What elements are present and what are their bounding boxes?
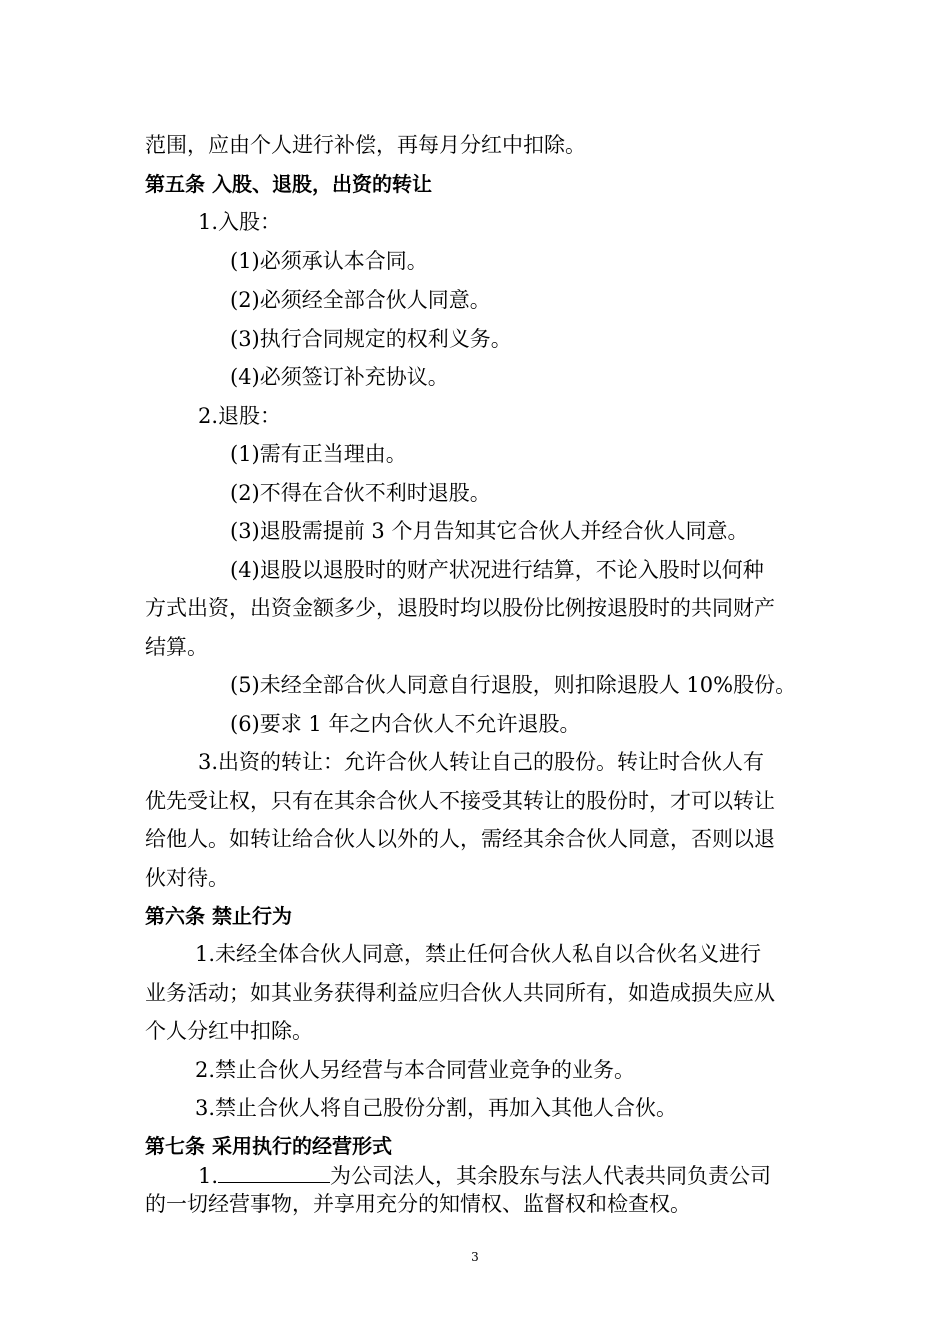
para-line: 结算。 (145, 635, 208, 659)
list-text: 为公司法人，其余股东与法人代表共同负责公司 (330, 1164, 772, 1188)
para-line: 伙对待。 (145, 866, 229, 890)
list-item: 3.出资的转让：允许合伙人转让自己的股份。转让时合伙人有 (198, 750, 765, 774)
list-item: 1.入股： (198, 210, 282, 234)
para-line: 优先受让权，只有在其余合伙人不接受其转让的股份时，才可以转让 (145, 789, 775, 813)
list-item: 2.退股： (198, 404, 282, 428)
list-item: (5)未经全部合伙人同意自行退股，则扣除退股人 10%股份。 (230, 673, 797, 697)
para-line: 范围，应由个人进行补偿，再每月分红中扣除。 (145, 133, 586, 157)
list-item: (4)必须签订补充协议。 (230, 365, 449, 389)
list-item: 3.禁止合伙人将自己股份分割，再加入其他人合伙。 (195, 1096, 678, 1120)
list-item: (2)必须经全部合伙人同意。 (230, 288, 491, 312)
list-item: (3)执行合同规定的权利义务。 (230, 327, 512, 351)
fill-blank (218, 1164, 330, 1183)
list-item: (6)要求 1 年之内合伙人不允许退股。 (230, 712, 581, 736)
list-item: 2.禁止合伙人另经营与本合同营业竞争的业务。 (195, 1058, 636, 1082)
list-item: (4)退股以退股时的财产状况进行结算，不论入股时以何种 (230, 558, 764, 582)
para-line: 方式出资，出资金额多少，退股时均以股份比例按退股时的共同财产 (145, 596, 775, 620)
section-heading-5: 第五条 入股、退股，出资的转让 (145, 172, 432, 196)
list-item: 1.未经全体合伙人同意，禁止任何合伙人私自以合伙名义进行 (195, 942, 762, 966)
para-line: 的一切经营事物，并享用充分的知情权、监督权和检查权。 (145, 1192, 691, 1216)
list-item (198, 1162, 771, 1190)
section-heading-7: 第七条 采用执行的经营形式 (145, 1134, 392, 1158)
list-number: 1. (198, 1164, 219, 1188)
para-line: 业务活动；如其业务获得利益应归合伙人共同所有，如造成损失应从 (145, 981, 775, 1005)
list-item: (3)退股需提前 3 个月告知其它合伙人并经合伙人同意。 (230, 519, 749, 543)
list-item: (2)不得在合伙不利时退股。 (230, 481, 491, 505)
page-number: 3 (471, 1250, 479, 1264)
list-item: (1)需有正当理由。 (230, 442, 407, 466)
para-line: 给他人。如转让给合伙人以外的人，需经其余合伙人同意，否则以退 (145, 827, 775, 851)
list-item: (1)必须承认本合同。 (230, 249, 428, 273)
section-heading-6: 第六条 禁止行为 (145, 904, 292, 928)
para-line: 个人分红中扣除。 (145, 1019, 313, 1043)
